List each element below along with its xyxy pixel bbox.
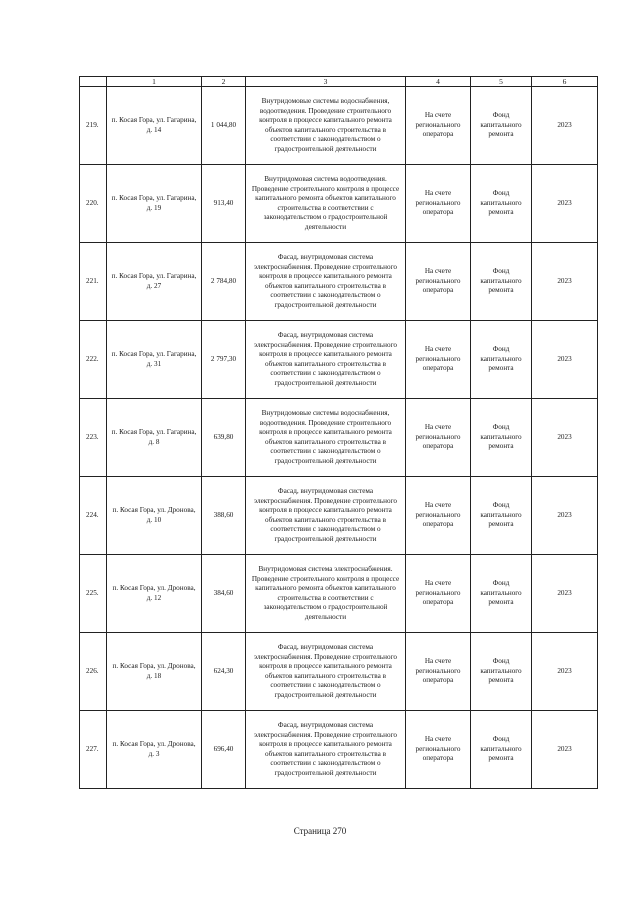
work-description-cell: Фасад, внутридомовая система электроснабжения. Проведение строительного контроля в процессе капитального ремонта объектов капитального строительства в соответствии с законодательством о градостроительной деятельности	[246, 321, 406, 399]
row-number: 226.	[80, 633, 107, 711]
column-number: 2	[202, 77, 246, 87]
header-blank-cell	[80, 77, 107, 87]
amount-cell: 639,80	[202, 399, 246, 477]
account-type-cell: На счете регионального оператора	[406, 165, 471, 243]
amount-cell: 913,40	[202, 165, 246, 243]
column-number: 6	[532, 77, 598, 87]
work-description-cell: Внутридомовая система водоотведения. Проведение строительного контроля в процессе капитального ремонта объектов капитального строительства в соответствии с законодательством о градостроительной деятельности	[246, 165, 406, 243]
amount-cell: 1 044,80	[202, 87, 246, 165]
table-row	[80, 321, 598, 399]
funding-source-cell: Фонд капитального ремонта	[471, 555, 532, 633]
amount-cell: 384,60	[202, 555, 246, 633]
table-row	[80, 711, 598, 789]
work-description-cell: Внутридомовые системы водоснабжения, водоотведения. Проведение строительного контроля в процессе капитального ремонта объектов капитального строительства в соответствии с законодательством о градостроительной деятельности	[246, 87, 406, 165]
table-row	[80, 165, 598, 243]
year-cell: 2023	[532, 555, 598, 633]
year-cell: 2023	[532, 87, 598, 165]
year-cell: 2023	[532, 321, 598, 399]
year-cell: 2023	[532, 633, 598, 711]
year-cell: 2023	[532, 243, 598, 321]
work-description-cell: Фасад, внутридомовая система электроснабжения. Проведение строительного контроля в процессе капитального ремонта объектов капитального строительства в соответствии с законодательством о градостроительной деятельности	[246, 633, 406, 711]
column-number: 5	[471, 77, 532, 87]
table-row	[80, 477, 598, 555]
account-type-cell: На счете регионального оператора	[406, 399, 471, 477]
funding-source-cell: Фонд капитального ремонта	[471, 711, 532, 789]
account-type-cell: На счете регионального оператора	[406, 711, 471, 789]
year-cell: 2023	[532, 477, 598, 555]
account-type-cell: На счете регионального оператора	[406, 87, 471, 165]
row-number: 222.	[80, 321, 107, 399]
work-description-cell: Фасад, внутридомовая система электроснабжения. Проведение строительного контроля в процессе капитального ремонта объектов капитального строительства в соответствии с законодательством о градостроительной деятельности	[246, 711, 406, 789]
amount-cell: 388,60	[202, 477, 246, 555]
row-number: 221.	[80, 243, 107, 321]
table-row	[80, 555, 598, 633]
address-cell: п. Косая Гора, ул. Дронова, д. 10	[107, 477, 202, 555]
column-number: 4	[406, 77, 471, 87]
year-cell: 2023	[532, 711, 598, 789]
column-number: 1	[107, 77, 202, 87]
amount-cell: 2 797,30	[202, 321, 246, 399]
funding-source-cell: Фонд капитального ремонта	[471, 243, 532, 321]
address-cell: п. Косая Гора, ул. Гагарина, д. 19	[107, 165, 202, 243]
funding-source-cell: Фонд капитального ремонта	[471, 87, 532, 165]
work-description-cell: Внутридомовые системы водоснабжения, водоотведения. Проведение строительного контроля в процессе капитального ремонта объектов капитального строительства в соответствии с законодательством о градостроительной деятельности	[246, 399, 406, 477]
column-number-row	[80, 77, 598, 87]
work-description-cell: Внутридомовая система электроснабжения. Проведение строительного контроля в процессе капитального ремонта объектов капитального строительства в соответствии с законодательством о градостроительной деятельности	[246, 555, 406, 633]
row-number: 220.	[80, 165, 107, 243]
funding-source-cell: Фонд капитального ремонта	[471, 399, 532, 477]
year-cell: 2023	[532, 399, 598, 477]
funding-source-cell: Фонд капитального ремонта	[471, 477, 532, 555]
address-cell: п. Косая Гора, ул. Гагарина, д. 27	[107, 243, 202, 321]
address-cell: п. Косая Гора, ул. Гагарина, д. 8	[107, 399, 202, 477]
account-type-cell: На счете регионального оператора	[406, 321, 471, 399]
address-cell: п. Косая Гора, ул. Гагарина, д. 31	[107, 321, 202, 399]
account-type-cell: На счете регионального оператора	[406, 243, 471, 321]
amount-cell: 696,40	[202, 711, 246, 789]
table-row	[80, 633, 598, 711]
address-cell: п. Косая Гора, ул. Гагарина, д. 14	[107, 87, 202, 165]
address-cell: п. Косая Гора, ул. Дронова, д. 18	[107, 633, 202, 711]
row-number: 219.	[80, 87, 107, 165]
account-type-cell: На счете регионального оператора	[406, 477, 471, 555]
repair-schedule-table	[79, 76, 598, 789]
amount-cell: 2 784,80	[202, 243, 246, 321]
column-number: 3	[246, 77, 406, 87]
work-description-cell: Фасад, внутридомовая система электроснабжения. Проведение строительного контроля в процессе капитального ремонта объектов капитального строительства в соответствии с законодательством о градостроительной деятельности	[246, 243, 406, 321]
row-number: 223.	[80, 399, 107, 477]
row-number: 224.	[80, 477, 107, 555]
year-cell: 2023	[532, 165, 598, 243]
table-row	[80, 243, 598, 321]
account-type-cell: На счете регионального оператора	[406, 555, 471, 633]
address-cell: п. Косая Гора, ул. Дронова, д. 12	[107, 555, 202, 633]
account-type-cell: На счете регионального оператора	[406, 633, 471, 711]
row-number: 227.	[80, 711, 107, 789]
funding-source-cell: Фонд капитального ремонта	[471, 165, 532, 243]
row-number: 225.	[80, 555, 107, 633]
work-description-cell: Фасад, внутридомовая система электроснабжения. Проведение строительного контроля в процессе капитального ремонта объектов капитального строительства в соответствии с законодательством о градостроительной деятельности	[246, 477, 406, 555]
amount-cell: 624,30	[202, 633, 246, 711]
funding-source-cell: Фонд капитального ремонта	[471, 321, 532, 399]
page-number: Страница 270	[293, 826, 347, 836]
table-row	[80, 399, 598, 477]
funding-source-cell: Фонд капитального ремонта	[471, 633, 532, 711]
table-row	[80, 87, 598, 165]
address-cell: п. Косая Гора, ул. Дронова, д. 3	[107, 711, 202, 789]
